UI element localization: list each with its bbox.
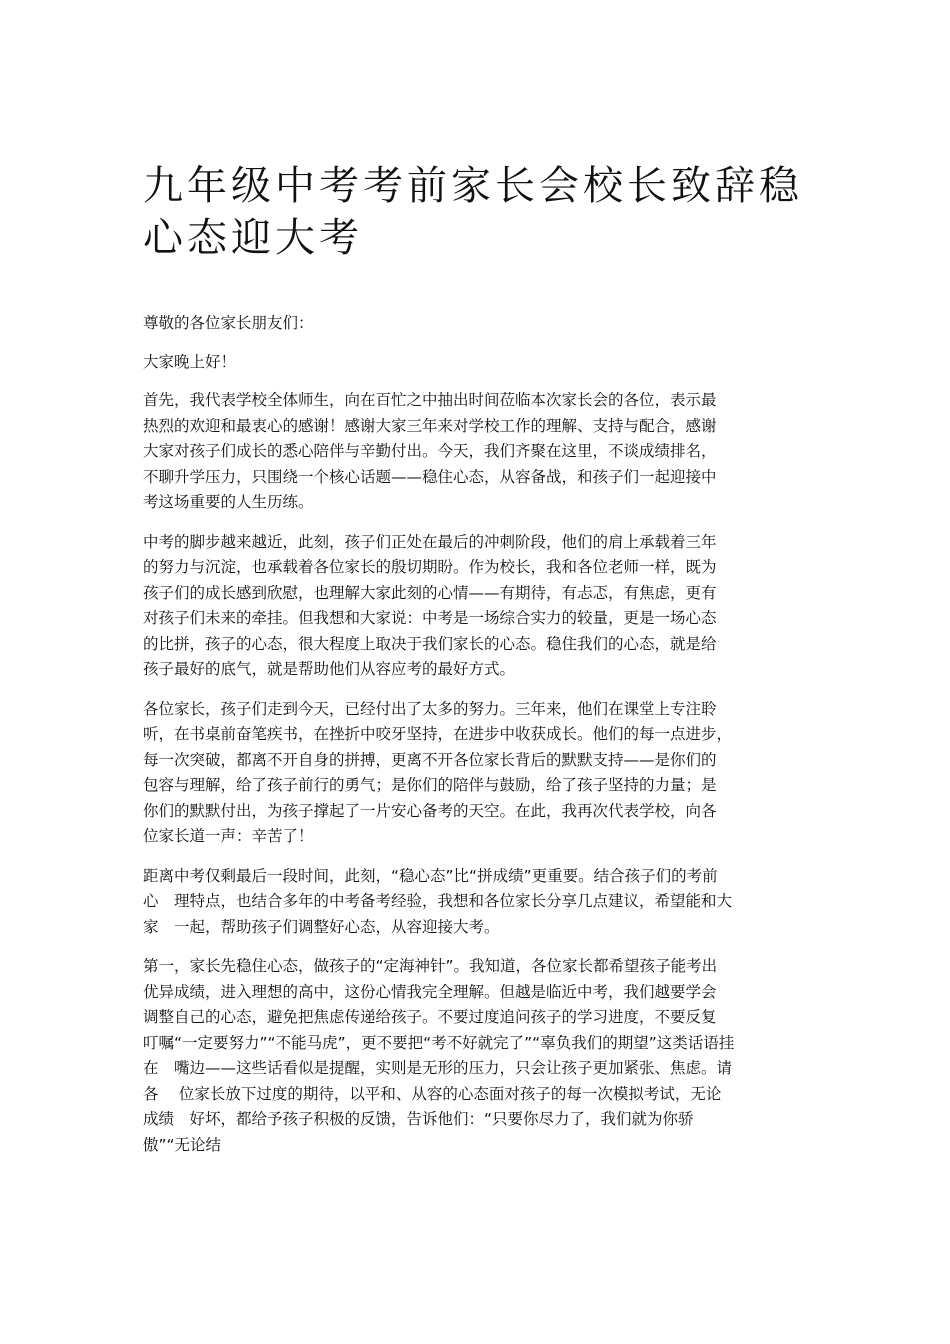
salutation bbox=[143, 311, 823, 337]
text-line: 考这场重要的人生历练。 bbox=[143, 493, 314, 511]
text-line: 成绩 好坏，都给予孩子积极的反馈，告诉他们：“只要你尽力了，我们就为你骄 bbox=[143, 1110, 694, 1128]
document-title bbox=[143, 160, 833, 264]
text-line: 尊敬的各位家长朋友们： bbox=[143, 314, 314, 332]
text-line: 的比拼，孩子的心态，很大程度上取决于我们家长的心态。稳住我们的心态，就是给 bbox=[143, 634, 717, 653]
text-line: 傲”“无论结 bbox=[143, 1135, 222, 1154]
text-line: 大家对孩子们成长的悉心陪伴与辛勤付出。今天，我们齐聚在这里，不谈成绩排名， bbox=[143, 442, 717, 460]
text-line: 不聊升学压力，只围绕一个核心话题——稳住心态，从容备战，和孩子们一起迎接中 bbox=[143, 467, 717, 486]
text-line: 调整自己的心态，避免把焦虑传递给孩子。不要过度追问孩子的学习进度，不要反复 bbox=[143, 1008, 717, 1026]
text-line: 你们的默默付出，为孩子撑起了一片安心备考的天空。在此，我再次代表学校，向各 bbox=[143, 801, 717, 820]
paragraph-advice-first bbox=[143, 954, 823, 1158]
text-line: 心 理特点，也结合多年的中考备考经验，我想和各位家长分享几点建议，希望能和大 bbox=[143, 892, 733, 910]
text-line: 家 一起，帮助孩子们调整好心态，从容迎接大考。 bbox=[143, 917, 500, 936]
text-line: 的努力与沉淀，也承载着各位家长的殷切期盼。作为校长，我和各位老师一样，既为 bbox=[143, 558, 717, 576]
paragraph-sprint bbox=[143, 530, 823, 683]
document-body bbox=[143, 311, 823, 1172]
text-line: 热烈的欢迎和最衷心的感谢！感谢大家三年来对学校工作的理解、支持与配合，感谢 bbox=[143, 416, 717, 435]
text-line: 位家长道一声：辛苦了！ bbox=[143, 827, 314, 845]
greeting bbox=[143, 350, 823, 376]
text-line: 听，在书桌前奋笔疾书，在挫折中咬牙坚持，在进步中收获成长。他们的每一点进步， bbox=[143, 725, 733, 743]
text-line: 叮嘱“一定要努力”“不能马虎”，更不要把“考不好就完了”“辜负我们的期望”这类话语挂 bbox=[143, 1033, 735, 1052]
text-line: 每一次突破，都离不开自身的拼搏，更离不开各位家长背后的默默支持——是你们的 bbox=[143, 750, 717, 769]
paragraph-thanks bbox=[143, 697, 823, 850]
text-line: 首先，我代表学校全体师生，向在百忙之中抽出时间莅临本次家长会的各位，表示最 bbox=[143, 391, 717, 409]
text-line: 各位家长，孩子们走到今天，已经付出了太多的努力。三年来，他们在课堂上专注聆 bbox=[143, 699, 717, 718]
text-line: 包容与理解，给了孩子前行的勇气；是你们的陪伴与鼓励，给了孩子坚持的力量；是 bbox=[143, 776, 717, 794]
text-line: 对孩子们未来的牵挂。但我想和大家说：中考是一场综合实力的较量，更是一场心态 bbox=[143, 609, 717, 627]
text-line: 中考的脚步越来越近，此刻，孩子们正处在最后的冲刺阶段，他们的肩上承载着三年 bbox=[143, 532, 717, 551]
text-line: 第一，家长先稳住心态，做孩子的“定海神针”。我知道，各位家长都希望孩子能考出 bbox=[143, 957, 718, 975]
paragraph-welcome bbox=[143, 388, 823, 516]
text-line: 孩子最好的底气，就是帮助他们从容应考的最好方式。 bbox=[143, 660, 516, 678]
title-line: 心态迎大考 bbox=[143, 215, 363, 261]
text-line: 在 嘴边——这些话看似是提醒，实则是无形的压力，只会让孩子更加紧张、焦虑。请 bbox=[143, 1059, 733, 1077]
text-line: 大家晚上好！ bbox=[143, 352, 237, 371]
text-line: 孩子们的成长感到欣慰，也理解大家此刻的心情——有期待，有忐忑，有焦虑，更有 bbox=[143, 583, 717, 602]
text-line: 距离中考仅剩最后一段时间，此刻，“稳心态”比“拼成绩”更重要。结合孩子们的考前 bbox=[143, 866, 718, 885]
title-line: 九年级中考考前家长会校长致辞稳 bbox=[143, 163, 803, 209]
text-line: 优异成绩，进入理想的高中，这份心情我完全理解。但越是临近中考，我们越要学会 bbox=[143, 982, 717, 1001]
text-line: 各 位家长放下过度的期待，以平和、从容的心态面对孩子的每一次模拟考试，无论 bbox=[143, 1084, 722, 1103]
paragraph-advice-intro bbox=[143, 864, 823, 941]
